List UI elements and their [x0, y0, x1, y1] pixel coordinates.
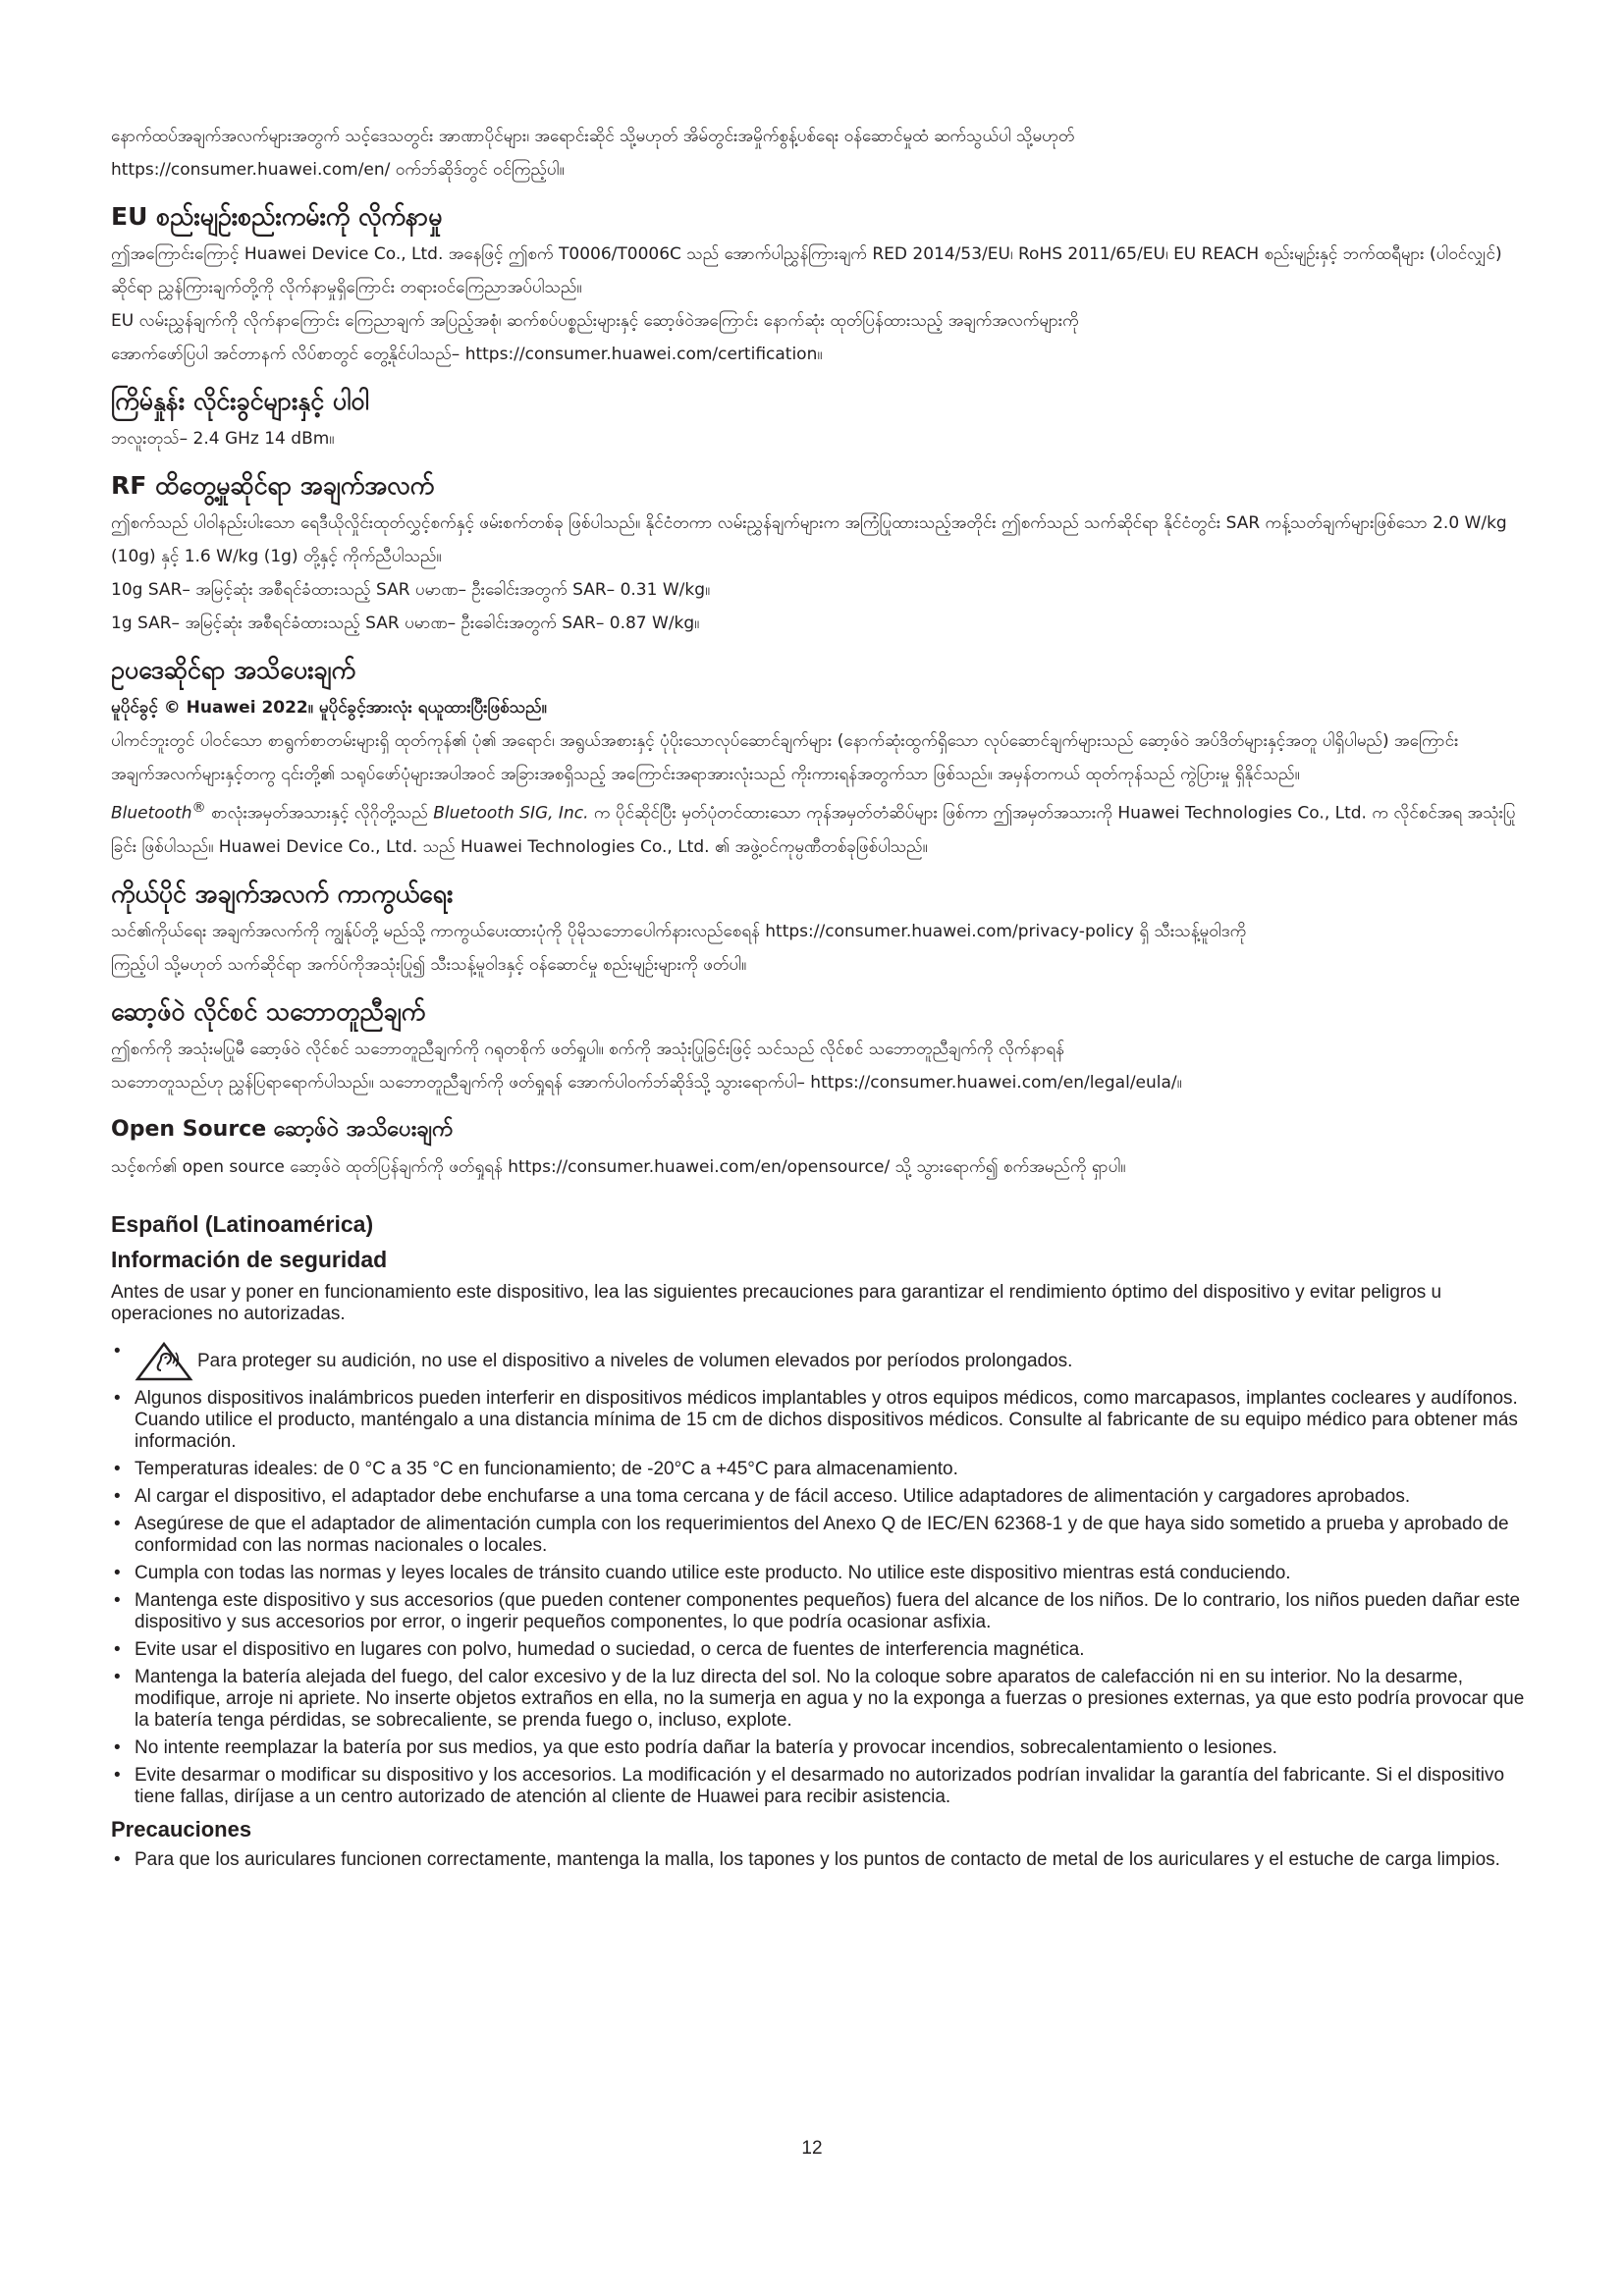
legal-paragraph-2-part-b: စာလုံးအမှတ်အသားနှင့် လိုဂိုတို့သည်	[205, 803, 434, 824]
safety-intro: Antes de usar y poner en funcionamiento este dispositivo, lea las siguientes precauciones para garantizar el rendimiento óptimo del dispositivo y evitar peligros u operaciones no autorizadas.	[111, 1281, 1442, 1324]
eu-compliance-paragraph-2: EU လမ်းညွှန်ချက်ကို လိုက်နာကြောင်း ကြေညာချက် အပြည့်အစုံ၊ ဆက်စပ်ပစ္စည်းများနှင့် ဆော့ဖ်ဝဲအကြောင်း နောက်ဆုံး ထုတ်ပြန်ထားသည့် အချက်အလက်များကို	[111, 311, 1079, 331]
legal-paragraph-2	[111, 791, 1525, 864]
open-source-heading: Open Source ဆော့ဖ်ဝဲ အသိပေးချက်	[111, 1116, 454, 1142]
bullet-text: Para proteger su audición, no use el dispositivo a niveles de volumen elevados por períodos prolongados.	[197, 1350, 1073, 1371]
document-page	[111, 120, 1525, 1877]
rf-exposure-paragraph-1: ဤစက်သည် ပါဝါနည်းပါးသော ရေဒီယိုလှိုင်းထုတ်လွှင့်စက်နှင့် ဖမ်းစက်တစ်ခု ဖြစ်ပါသည်။ နိုင်ငံတကာ လမ်းညွှန်ချက်များက အကြံပြုထားသည့်အတိုင်း ဤစက်သည် သက်ဆိုင်ရာ နိုင်ငံတွင်း SAR ကန့်သတ်ချက်များဖြစ်သော 2.0 W/kg (10g) နှင့် 1.6 W/kg (1g) တို့နှင့် ကိုက်ညီပါသည်။	[111, 513, 1507, 566]
software-license-paragraph-2: သဘောတူသည်ဟု ညွှန်ပြရာရောက်ပါသည်။ သဘောတူညီချက်ကို ဖတ်ရှုရန် အောက်ပါဝက်ဘ်ဆိုဒ်သို့ သွားရောက်ပါ– https://consumer.huawei.com/en/legal/eula/။	[111, 1072, 1182, 1093]
intro-line-1: နောက်ထပ်အချက်အလက်များအတွက် သင့်ဒေသတွင်း အာဏာပိုင်များ၊ အရောင်းဆိုင် သို့မဟုတ် အိမ်တွင်းအမှိုက်စွန့်ပစ်ရေး ဝန်ဆောင်မှုထံ ဆက်သွယ်ပါ သို့မဟုတ်	[111, 127, 1075, 146]
legal-paragraph-1: ပါကင်ဘူးတွင် ပါဝင်သော စာရွက်စာတမ်းများရှိ ထုတ်ကုန်၏ ပုံ၏ အရောင်၊ အရွယ်အစားနှင့် ပုံပိုးသောလုပ်ဆောင်ချက်များ (နောက်ဆုံးထွက်ရှိသော လုပ်ဆောင်ချက်များသည် ဆော့ဖ်ဝဲ အပ်ဒိတ်များနှင့်အတူ ပါရှိပါမည်) အကြောင်း အချက်အလက်များနှင့်တကွ ၎င်းတို့၏ သရုပ်ဖော်ပုံများအပါအဝင် အခြားအစရှိသည့် အကြောင်းအရာအားလုံးသည် ကိုးကားရန်အတွက်သာ ဖြစ်သည်။ အမှန်တကယ် ထုတ်ကုန်သည် ကွဲပြားမှု ရှိနိုင်သည်။	[111, 731, 1459, 784]
open-source-paragraph: သင့်စက်၏ open source ဆော့ဖ်ဝဲ ထုတ်ပြန်ချက်ကို ဖတ်ရှုရန် https://consumer.huawei.com/en/opensource/ သို့ သွားရောက်၍ စက်အမည်ကို ရှာပါ။	[111, 1156, 1126, 1177]
copyright-line: မူပိုင်ခွင့် © Huawei 2022။ မူပိုင်ခွင့်အားလုံး ရယူထားပြီးဖြစ်သည်။	[111, 698, 547, 718]
legal-paragraph-2-part-d: က ပိုင်ဆိုင်ပြီး မှတ်ပုံတင်ထားသော ကုန်အမှတ်တံဆိပ်များ ဖြစ်ကာ ဤအမှတ်အသားကို Huawei Technologies Co., Ltd. က လိုင်စင်အရ အသုံးပြုခြင်း ဖြစ်ပါသည်။ Huawei Device Co., Ltd. သည် Huawei Technologies Co., Ltd. ၏ အဖွဲ့ဝင်ကုမ္ပဏီတစ်ခုဖြစ်ပါသည်။	[111, 803, 1516, 857]
safety-list	[111, 1341, 1525, 1808]
eu-compliance-paragraph-1: ဤအကြောင်းကြောင့် Huawei Device Co., Ltd. အနေဖြင့် ဤစက် T0006/T0006C သည် အောက်ပါညွှန်ကြားချက် RED 2014/53/EU၊ RoHS 2011/65/EU၊ EU REACH စည်းမျဉ်းနှင့် ဘက်ထရီများ (ပါဝင်လျှင်) ဆိုင်ရာ ညွှန်ကြားချက်တို့ကို လိုက်နာမှုရှိကြောင်း တရားဝင်ကြေညာအပ်ပါသည်။	[111, 244, 1502, 297]
language-heading: Español (Latinoamérica)	[111, 1210, 374, 1237]
precautions-heading: Precauciones	[111, 1816, 252, 1842]
safety-heading: Información de seguridad	[111, 1246, 388, 1272]
list-item: • Evite usar el dispositivo en lugares con polvo, humedad o suciedad, o cerca de fuentes de interferencia magnética.	[111, 1639, 1525, 1661]
list-item: • Cumpla con todas las normas y leyes locales de tránsito cuando utilice este producto. No utilice este dispositivo mientras está conduciendo.	[111, 1563, 1525, 1584]
eu-compliance-heading: EU စည်းမျဉ်းစည်းကမ်းကို လိုက်နာမှု	[111, 202, 443, 231]
spanish-section	[111, 1209, 1525, 1871]
list-item: • Al cargar el dispositivo, el adaptador debe enchufarse a una toma cercana y de fácil acceso. Utilice adaptadores de alimentación y cargadores aprobados.	[111, 1486, 1525, 1508]
list-item: • Algunos dispositivos inalámbricos pueden interferir en dispositivos médicos implantables y otros equipos médicos, como marcapasos, implantes cocleares y audífonos. Cuando utilice el producto, manténgalo a una distancia mínima de 15 cm de dichos dispositivos médicos. Consulte al fabricante de su equipo médico para obtener más información.	[111, 1388, 1525, 1453]
software-license-heading: ဆော့ဖ်ဝဲ လိုင်စင် သဘောတူညီချက်	[111, 996, 426, 1026]
myanmar-section	[111, 120, 1525, 1184]
list-item: • Temperaturas ideales: de 0 °C a 35 °C en funcionamiento; de -20°C a +45°C para almacenamiento.	[111, 1459, 1525, 1480]
legal-notice-heading: ဥပဒေဆိုင်ရာ အသိပေးချက်	[111, 656, 355, 684]
bluetooth-trademark: Bluetooth	[111, 803, 192, 824]
frequency-paragraph: ဘလူးတုသ်– 2.4 GHz 14 dBm။	[111, 429, 335, 449]
bluetooth-sig-name: Bluetooth SIG, Inc.	[433, 803, 589, 824]
privacy-paragraph-1: သင်၏ကိုယ်ရေး အချက်အလက်ကို ကျွန်ုပ်တို့ မည်သို့ ကာကွယ်ပေးထားပုံကို ပိုမိုသဘောပေါက်နားလည်စေရန် https://consumer.huawei.com/privacy-policy ရှိ သီးသန့်မူဝါဒကို	[111, 921, 1247, 941]
rf-exposure-heading: RF ထိတွေ့မှုဆိုင်ရာ အချက်အလက်	[111, 471, 435, 500]
list-item: • Asegúrese de que el adaptador de alimentación cumpla con los requerimientos del Anexo Q de IEC/EN 62368-1 y de que haya sido sometido a prueba y aprobado de conformidad con las normas nacionales o locales.	[111, 1514, 1525, 1557]
list-item	[111, 1341, 1525, 1382]
hearing-warning-icon	[135, 1341, 193, 1382]
list-item: • Mantenga este dispositivo y sus accesorios (que pueden contener componentes pequeños) fuera del alcance de los niños. De lo contrario, los niños pueden dañar este dispositivo y sus accesorios por error, o ingerir pequeños componentes, lo que podría ocasionar asfixia.	[111, 1590, 1525, 1633]
eu-compliance-paragraph-3: အောက်ဖော်ပြပါ အင်တာနက် လိပ်စာတွင် တွေ့နိုင်ပါသည်– https://consumer.huawei.com/certification။	[111, 345, 823, 364]
frequency-heading: ကြိမ်နှုန်း လိုင်းခွင်များနှင့် ပါဝါ	[111, 387, 369, 415]
rf-exposure-paragraph-3: 1g SAR– အမြင့်ဆုံး အစီရင်ခံထားသည့် SAR ပမာဏ– ဦးခေါင်းအတွက် SAR– 0.87 W/kg။	[111, 614, 700, 633]
page-number: 12	[801, 2138, 823, 2159]
intro-line-2: https://consumer.huawei.com/en/ ဝက်ဘ်ဆိုဒ်တွင် ဝင်ကြည့်ပါ။	[111, 160, 565, 180]
registered-mark: ®	[191, 800, 206, 816]
list-item: • Para que los auriculares funcionen correctamente, mantenga la malla, los tapones y los puntos de contacto de metal de los auriculares y el estuche de carga limpios.	[111, 1849, 1525, 1871]
rf-exposure-paragraph-2: 10g SAR– အမြင့်ဆုံး အစီရင်ခံထားသည့် SAR ပမာဏ– ဦးခေါင်းအတွက် SAR– 0.31 W/kg။	[111, 580, 711, 600]
privacy-heading: ကိုယ်ပိုင် အချက်အလက် ကာကွယ်ရေး	[111, 879, 454, 908]
list-item: • Evite desarmar o modificar su dispositivo y los accesorios. La modificación y el desarmado no autorizados podrían invalidar la garantía del fabricante. Si el dispositivo tiene fallas, diríjase a un centro autorizado de atención al cliente de Huawei para recibir asistencia.	[111, 1765, 1525, 1808]
precautions-list	[111, 1849, 1525, 1871]
list-item: • Mantenga la batería alejada del fuego, del calor excesivo y de la luz directa del sol. No la coloque sobre aparatos de calefacción ni en su interior. No la desarme, modifique, arroje ni apriete. No inserte objetos extraños en ella, no la sumerja en agua y no la exponga a fuerzas o presiones externas, ya que esto podría provocar que la batería tenga pérdidas, se sobrecaliente, se prenda fuego o, incluso, explote.	[111, 1667, 1525, 1732]
software-license-paragraph-1: ဤစက်ကို အသုံးမပြုမီ ဆော့ဖ်ဝဲ လိုင်စင် သဘောတူညီချက်ကို ဂရုတစိုက် ဖတ်ရှုပါ။ စက်ကို အသုံးပြုခြင်းဖြင့် သင်သည် လိုင်စင် သဘောတူညီချက်ကို လိုက်နာရန်	[111, 1039, 1064, 1059]
list-item: • No intente reemplazar la batería por sus medios, ya que esto podría dañar la batería y provocar incendios, sobrecalentamiento o lesiones.	[111, 1737, 1525, 1759]
privacy-paragraph-2: ကြည့်ပါ သို့မဟုတ် သက်ဆိုင်ရာ အက်ပ်ကိုအသုံးပြု၍ သီးသန့်မူဝါဒနှင့် ဝန်ဆောင်မှု စည်းမျဉ်းများကို ဖတ်ပါ။	[111, 954, 747, 975]
